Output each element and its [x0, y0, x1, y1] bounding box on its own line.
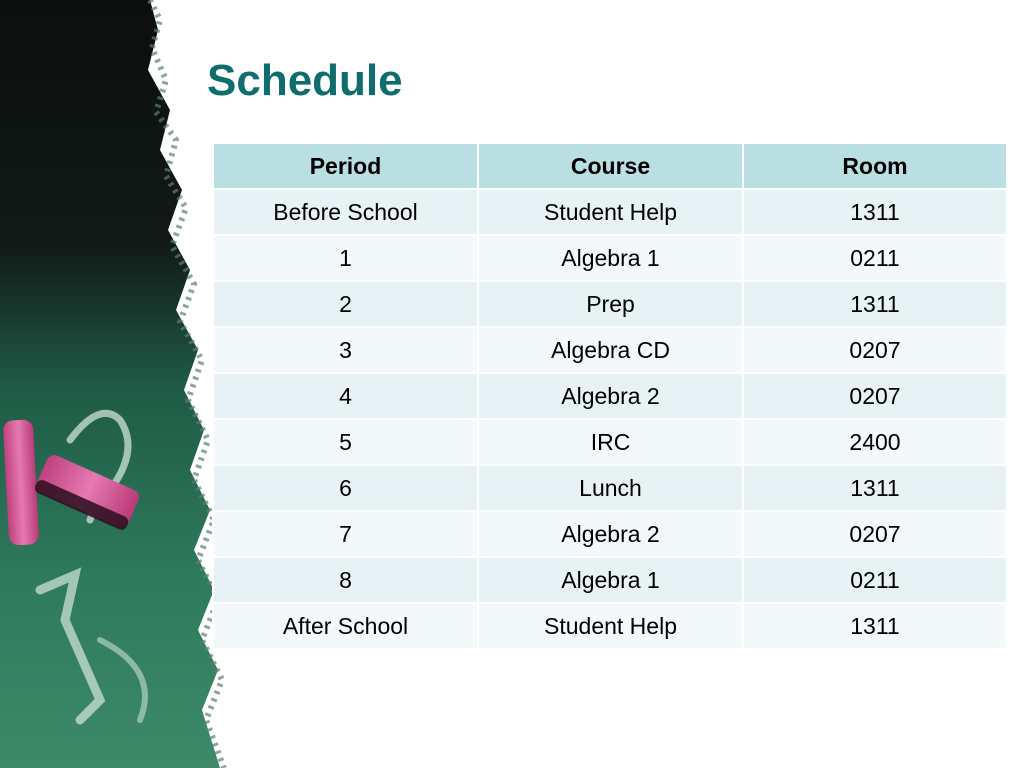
- period-cell: 5: [213, 419, 478, 465]
- page-title: Schedule: [207, 56, 403, 105]
- period-cell: 4: [213, 373, 478, 419]
- table-row: [213, 327, 1007, 373]
- room-cell: 1311: [743, 465, 1007, 511]
- schedule-table: [212, 142, 1008, 650]
- room-cell: 0207: [743, 511, 1007, 557]
- period-cell: Before School: [213, 189, 478, 235]
- course-cell: Algebra 1: [478, 235, 743, 281]
- table-row: [213, 281, 1007, 327]
- period-cell: 1: [213, 235, 478, 281]
- room-cell: 2400: [743, 419, 1007, 465]
- course-cell: Prep: [478, 281, 743, 327]
- header-row: [213, 143, 1007, 189]
- course-cell: Student Help: [478, 603, 743, 649]
- period-cell: After School: [213, 603, 478, 649]
- course-cell: Algebra CD: [478, 327, 743, 373]
- course-cell: IRC: [478, 419, 743, 465]
- course-cell: Algebra 2: [478, 373, 743, 419]
- table-row: [213, 419, 1007, 465]
- course-cell: Algebra 2: [478, 511, 743, 557]
- period-cell: 3: [213, 327, 478, 373]
- period-cell: 2: [213, 281, 478, 327]
- column-header-room: Room: [743, 143, 1007, 189]
- room-cell: 0207: [743, 373, 1007, 419]
- room-cell: 0211: [743, 557, 1007, 603]
- table-row: [213, 603, 1007, 649]
- room-cell: 1311: [743, 603, 1007, 649]
- table-row: [213, 557, 1007, 603]
- course-cell: Algebra 1: [478, 557, 743, 603]
- course-cell: Student Help: [478, 189, 743, 235]
- room-cell: 1311: [743, 281, 1007, 327]
- table-row: [213, 235, 1007, 281]
- table-row: [213, 373, 1007, 419]
- period-cell: 6: [213, 465, 478, 511]
- course-cell: Lunch: [478, 465, 743, 511]
- table-row: [213, 189, 1007, 235]
- room-cell: 0211: [743, 235, 1007, 281]
- room-cell: 0207: [743, 327, 1007, 373]
- table-row: [213, 511, 1007, 557]
- table-row: [213, 465, 1007, 511]
- chalkboard-decoration: [0, 0, 240, 768]
- column-header-period: Period: [213, 143, 478, 189]
- period-cell: 8: [213, 557, 478, 603]
- column-header-course: Course: [478, 143, 743, 189]
- period-cell: 7: [213, 511, 478, 557]
- room-cell: 1311: [743, 189, 1007, 235]
